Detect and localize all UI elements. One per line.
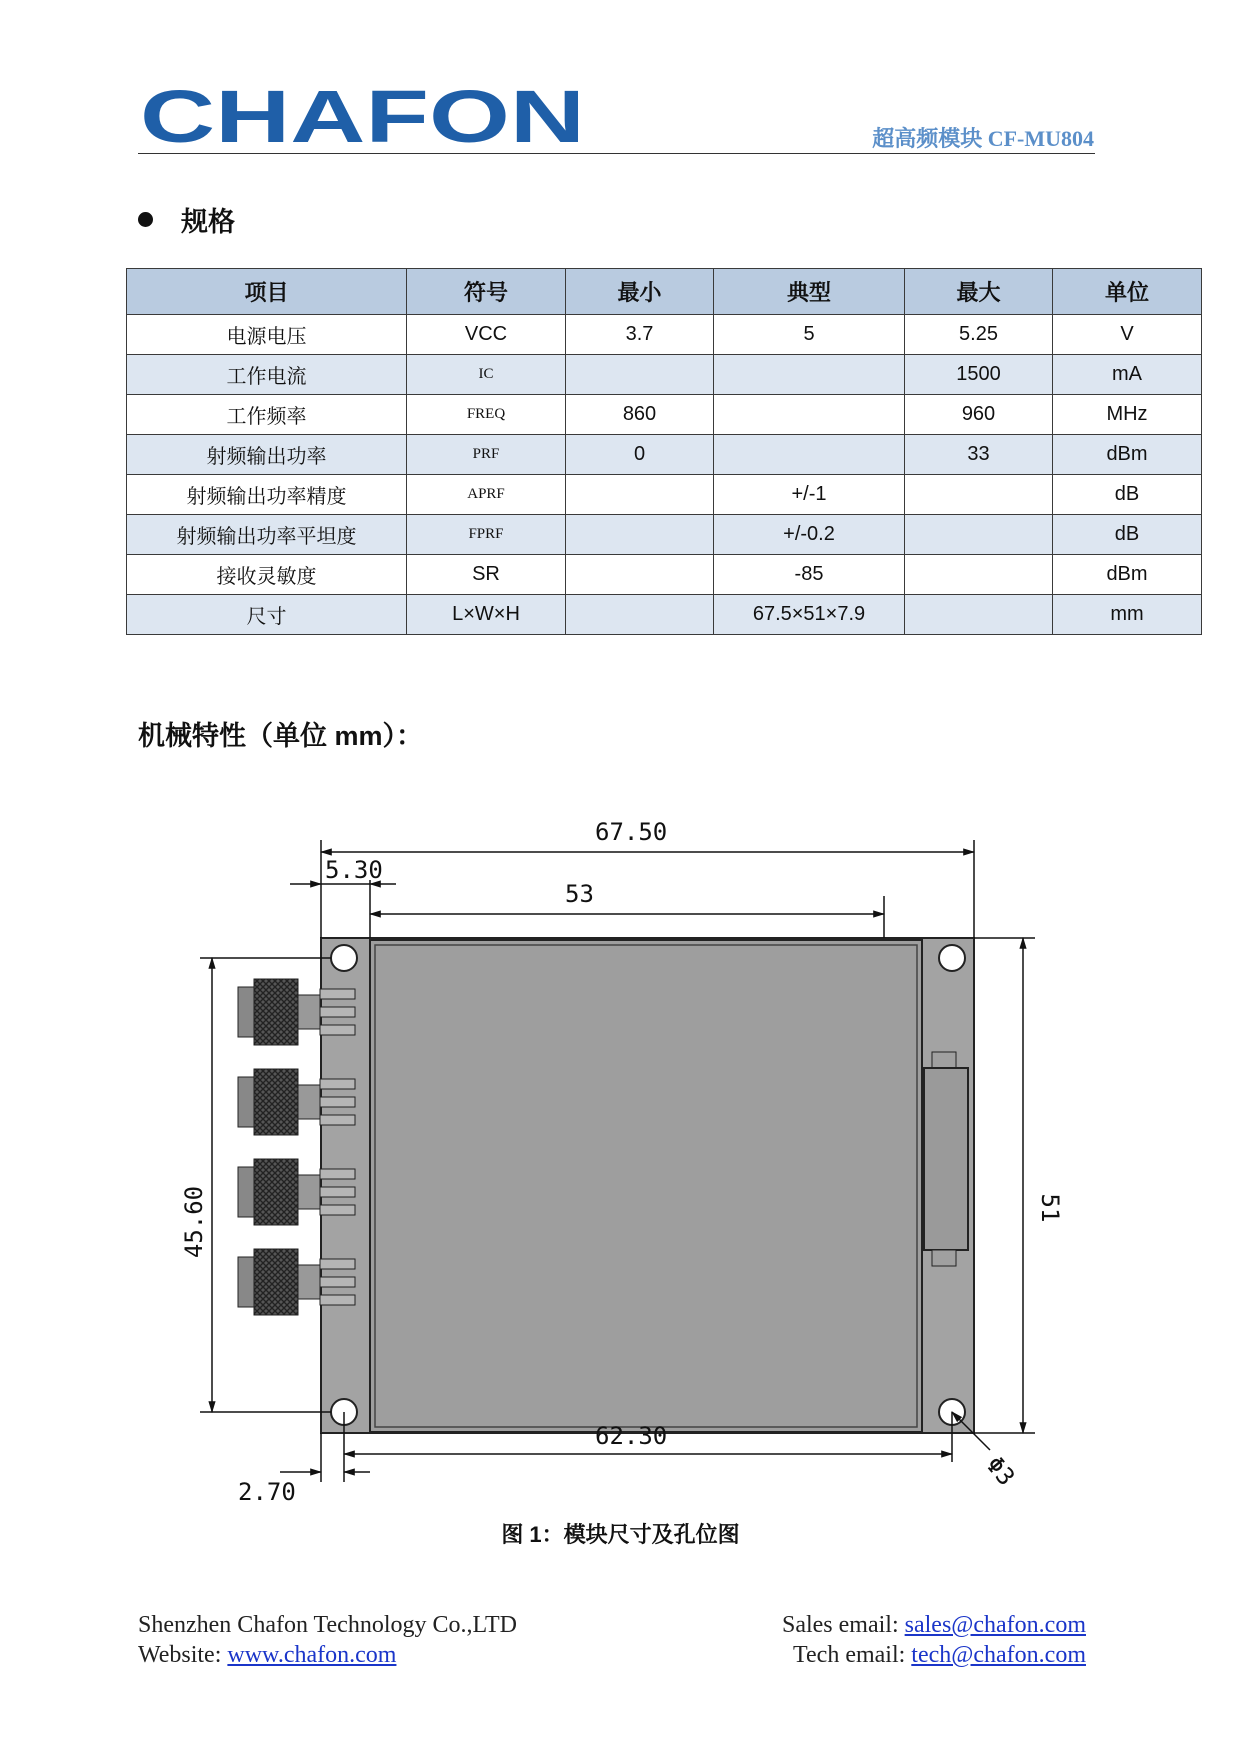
cell-max: 1500 (905, 355, 1053, 395)
sma-connector-icon (238, 1249, 355, 1315)
figure-caption: 图 1：模块尺寸及孔位图 (501, 1522, 740, 1547)
cell-typ: 67.5×51×7.9 (714, 595, 905, 635)
sales-email-label: Sales email: (781, 1612, 905, 1638)
cell-item: 接收灵敏度 (127, 555, 407, 595)
cell-min (566, 555, 714, 595)
table-row (127, 355, 1202, 395)
cell-item: 尺寸 (127, 595, 407, 635)
cell-unit: dBm (1053, 435, 1202, 475)
cell-max (905, 555, 1053, 595)
mounting-hole-icon (331, 945, 357, 971)
dimension-label: 67.50 (595, 818, 668, 846)
company-name: Shenzhen Chafon Technology Co.,LTD (138, 1612, 517, 1638)
dimension-label: 51 (1036, 1193, 1064, 1223)
cell-min (566, 355, 714, 395)
dimension-label: 45.60 (180, 1185, 208, 1259)
table-header-row (127, 269, 1202, 315)
column-header: 单位 (1053, 269, 1202, 315)
cell-min: 860 (566, 395, 714, 435)
cell-typ (714, 395, 905, 435)
cell-symbol: PRF (407, 435, 566, 475)
footer-company-info (138, 1610, 517, 1670)
sma-connector-icon (238, 979, 355, 1045)
cell-item: 射频输出功率精度 (127, 475, 407, 515)
cell-item: 工作频率 (127, 395, 407, 435)
cell-symbol: FREQ (407, 395, 566, 435)
mechanical-section-heading: 机械特性（单位 mm）： (138, 721, 424, 751)
cell-symbol: IC (407, 355, 566, 395)
tech-email-link[interactable]: tech@chafon.com (911, 1642, 1086, 1668)
cell-item: 电源电压 (127, 315, 407, 355)
cell-symbol: L×W×H (407, 595, 566, 635)
tech-email-label: Tech email: (793, 1642, 912, 1668)
cell-typ: +/-1 (714, 475, 905, 515)
column-header: 项目 (127, 269, 407, 315)
cell-item: 工作电流 (127, 355, 407, 395)
cell-symbol: FPRF (407, 515, 566, 555)
table-row (127, 515, 1202, 555)
table-row (127, 595, 1202, 635)
module-board (321, 938, 974, 1433)
cell-max (905, 515, 1053, 555)
cell-min (566, 475, 714, 515)
spec-heading-text: 规格 (181, 207, 235, 237)
column-header: 最小 (566, 269, 714, 315)
sales-email-link[interactable]: sales@chafon.com (904, 1612, 1086, 1638)
cell-max: 33 (905, 435, 1053, 475)
column-header: 符号 (407, 269, 566, 315)
table-row (127, 315, 1202, 355)
cell-max: 5.25 (905, 315, 1053, 355)
cell-typ (714, 355, 905, 395)
dimension-label: 53 (565, 880, 594, 908)
document-title: 超高频模块 CF-MU804 (872, 126, 1094, 151)
spec-table (126, 268, 1202, 635)
cell-unit: mA (1053, 355, 1202, 395)
cell-min (566, 515, 714, 555)
cell-min: 3.7 (566, 315, 714, 355)
cell-typ (714, 435, 905, 475)
table-row (127, 475, 1202, 515)
cell-symbol: VCC (407, 315, 566, 355)
cell-max (905, 475, 1053, 515)
dimension-label: 5.30 (325, 856, 383, 884)
cell-unit: MHz (1053, 395, 1202, 435)
dimension-label: 62.30 (595, 1422, 668, 1450)
cell-min: 0 (566, 435, 714, 475)
website-link[interactable]: www.chafon.com (227, 1642, 397, 1668)
cell-min (566, 595, 714, 635)
table-row (127, 555, 1202, 595)
sma-connector-icon (238, 1159, 355, 1225)
cell-symbol: APRF (407, 475, 566, 515)
header-divider (138, 153, 1095, 154)
cell-typ: -85 (714, 555, 905, 595)
cell-max: 960 (905, 395, 1053, 435)
cell-unit: dBm (1053, 555, 1202, 595)
column-header: 最大 (905, 269, 1053, 315)
cell-item: 射频输出功率 (127, 435, 407, 475)
cell-item: 射频输出功率平坦度 (127, 515, 407, 555)
dimension-label: 2.70 (238, 1478, 296, 1506)
cell-unit: V (1053, 315, 1202, 355)
cell-typ: +/-0.2 (714, 515, 905, 555)
cell-max (905, 595, 1053, 635)
cell-symbol: SR (407, 555, 566, 595)
bullet-icon (138, 212, 153, 227)
cell-typ: 5 (714, 315, 905, 355)
table-row (127, 395, 1202, 435)
cell-unit: mm (1053, 595, 1202, 635)
mounting-hole-icon (939, 945, 965, 971)
column-header: 典型 (714, 269, 905, 315)
table-row (127, 435, 1202, 475)
svg-text:CHAFON: CHAFON (140, 84, 585, 148)
dimension-label: Φ3 (980, 1450, 1021, 1492)
cell-unit: dB (1053, 515, 1202, 555)
website-label: Website: (138, 1642, 228, 1668)
footer-contact-info (782, 1610, 1086, 1670)
spec-section-heading (138, 200, 235, 239)
chafon-logo (140, 84, 590, 148)
sma-connector-icon (238, 1069, 355, 1135)
cell-unit: dB (1053, 475, 1202, 515)
pin-header-connector (924, 1052, 968, 1266)
module-dimension-drawing (170, 810, 1070, 1510)
